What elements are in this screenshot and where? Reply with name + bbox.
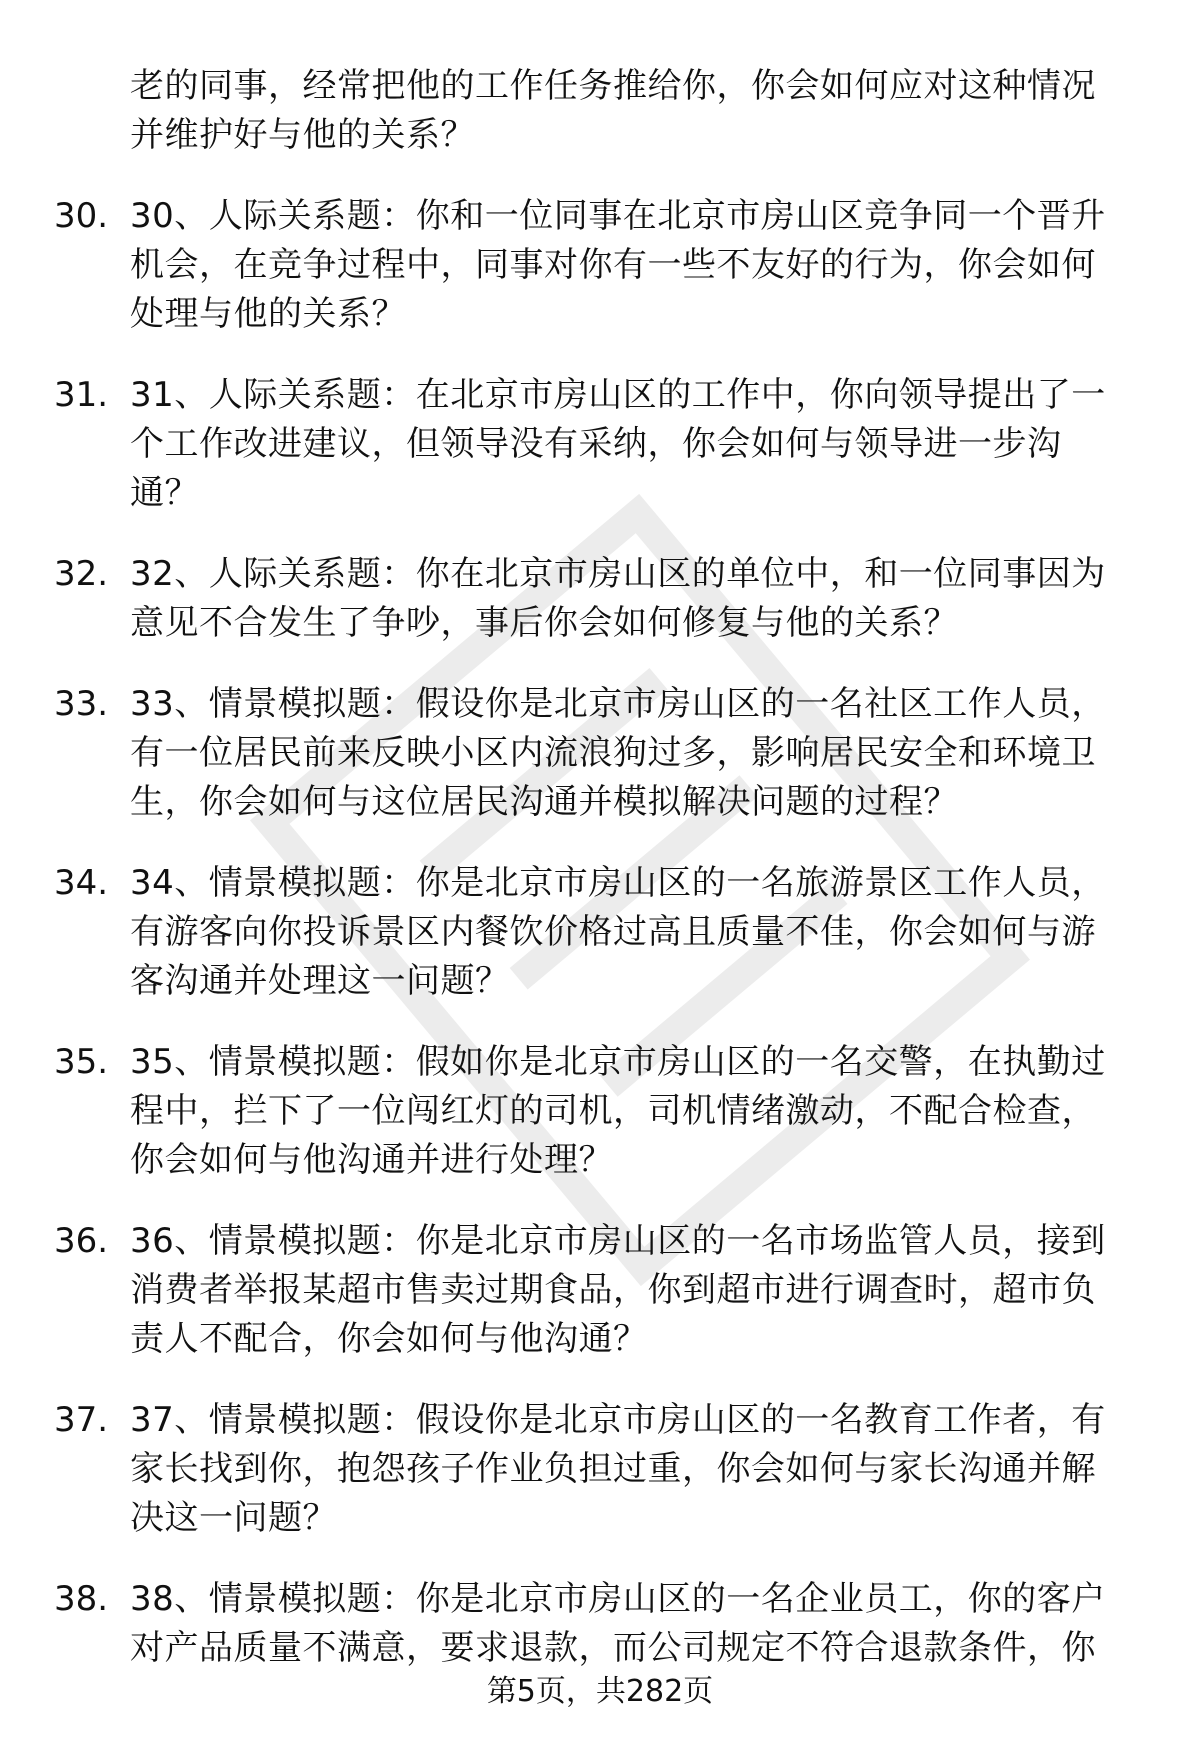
question-text-line: 37、情景模拟题：假设你是北京市房山区的一名教育工作者，有 — [130, 1400, 1106, 1440]
question-item — [0, 192, 1200, 339]
question-text-line: 决这一问题？ — [130, 1498, 337, 1538]
question-number: 34. — [54, 863, 109, 903]
question-text-line: 30、人际关系题：你和一位同事在北京市房山区竞争同一个晋升 — [130, 196, 1106, 236]
question-text-line: 程中，拦下了一位闯红灯的司机，司机情绪激动，不配合检查， — [130, 1091, 1096, 1131]
question-text-line: 有游客向你投诉景区内餐饮价格过高且质量不佳，你会如何与游 — [130, 912, 1096, 952]
page-number: 第5页，共282页 — [486, 1674, 714, 1709]
question-text-line: 38、情景模拟题：你是北京市房山区的一名企业员工，你的客户 — [130, 1579, 1106, 1619]
question-text-line: 你会如何与他沟通并进行处理？ — [130, 1140, 613, 1180]
question-item — [0, 680, 1200, 827]
question-number: 37. — [54, 1400, 109, 1440]
question-item — [0, 62, 1200, 160]
question-number: 38. — [54, 1579, 109, 1619]
question-text-line: 客沟通并处理这一问题？ — [130, 961, 510, 1001]
question-text-line: 有一位居民前来反映小区内流浪狗过多，影响居民安全和环境卫 — [130, 733, 1096, 773]
question-text-line: 34、情景模拟题：你是北京市房山区的一名旅游景区工作人员， — [130, 863, 1106, 903]
question-item — [0, 859, 1200, 1006]
question-item — [0, 371, 1200, 518]
question-text-line: 生，你会如何与这位居民沟通并模拟解决问题的过程？ — [130, 782, 958, 822]
question-item — [0, 1217, 1200, 1364]
question-text-line: 老的同事，经常把他的工作任务推给你，你会如何应对这种情况 — [130, 66, 1096, 106]
question-text-line: 个工作改进建议，但领导没有采纳，你会如何与领导进一步沟 — [130, 424, 1062, 464]
question-text-line: 机会，在竞争过程中，同事对你有一些不友好的行为，你会如何 — [130, 245, 1096, 285]
question-text-line: 处理与他的关系？ — [130, 294, 406, 334]
question-item — [0, 550, 1200, 648]
question-number: 33. — [54, 684, 109, 724]
question-text-line: 并维护好与他的关系？ — [130, 115, 475, 155]
question-item — [0, 1575, 1200, 1673]
question-item — [0, 1396, 1200, 1543]
question-text-line: 责人不配合，你会如何与他沟通？ — [130, 1319, 648, 1359]
question-text-line: 35、情景模拟题：假如你是北京市房山区的一名交警，在执勤过 — [130, 1042, 1106, 1082]
question-text-line: 对产品质量不满意，要求退款，而公司规定不符合退款条件，你 — [130, 1628, 1096, 1668]
question-text-line: 通？ — [130, 473, 199, 513]
question-text-line: 36、情景模拟题：你是北京市房山区的一名市场监管人员，接到 — [130, 1221, 1106, 1261]
question-text-line: 家长找到你，抱怨孩子作业负担过重，你会如何与家长沟通并解 — [130, 1449, 1096, 1489]
question-text-line: 31、人际关系题：在北京市房山区的工作中，你向领导提出了一 — [130, 375, 1106, 415]
question-text-line: 消费者举报某超市售卖过期食品，你到超市进行调查时，超市负 — [130, 1270, 1096, 1310]
question-list — [0, 62, 1200, 1705]
question-text-line: 意见不合发生了争吵，事后你会如何修复与他的关系？ — [130, 603, 958, 643]
question-number: 35. — [54, 1042, 109, 1082]
question-text-line: 32、人际关系题：你在北京市房山区的单位中，和一位同事因为 — [130, 554, 1106, 594]
question-item — [0, 1038, 1200, 1185]
question-number: 31. — [54, 375, 109, 415]
question-number: 36. — [54, 1221, 109, 1261]
question-number: 32. — [54, 554, 109, 594]
question-number: 30. — [54, 196, 109, 236]
question-text-line: 33、情景模拟题：假设你是北京市房山区的一名社区工作人员， — [130, 684, 1106, 724]
